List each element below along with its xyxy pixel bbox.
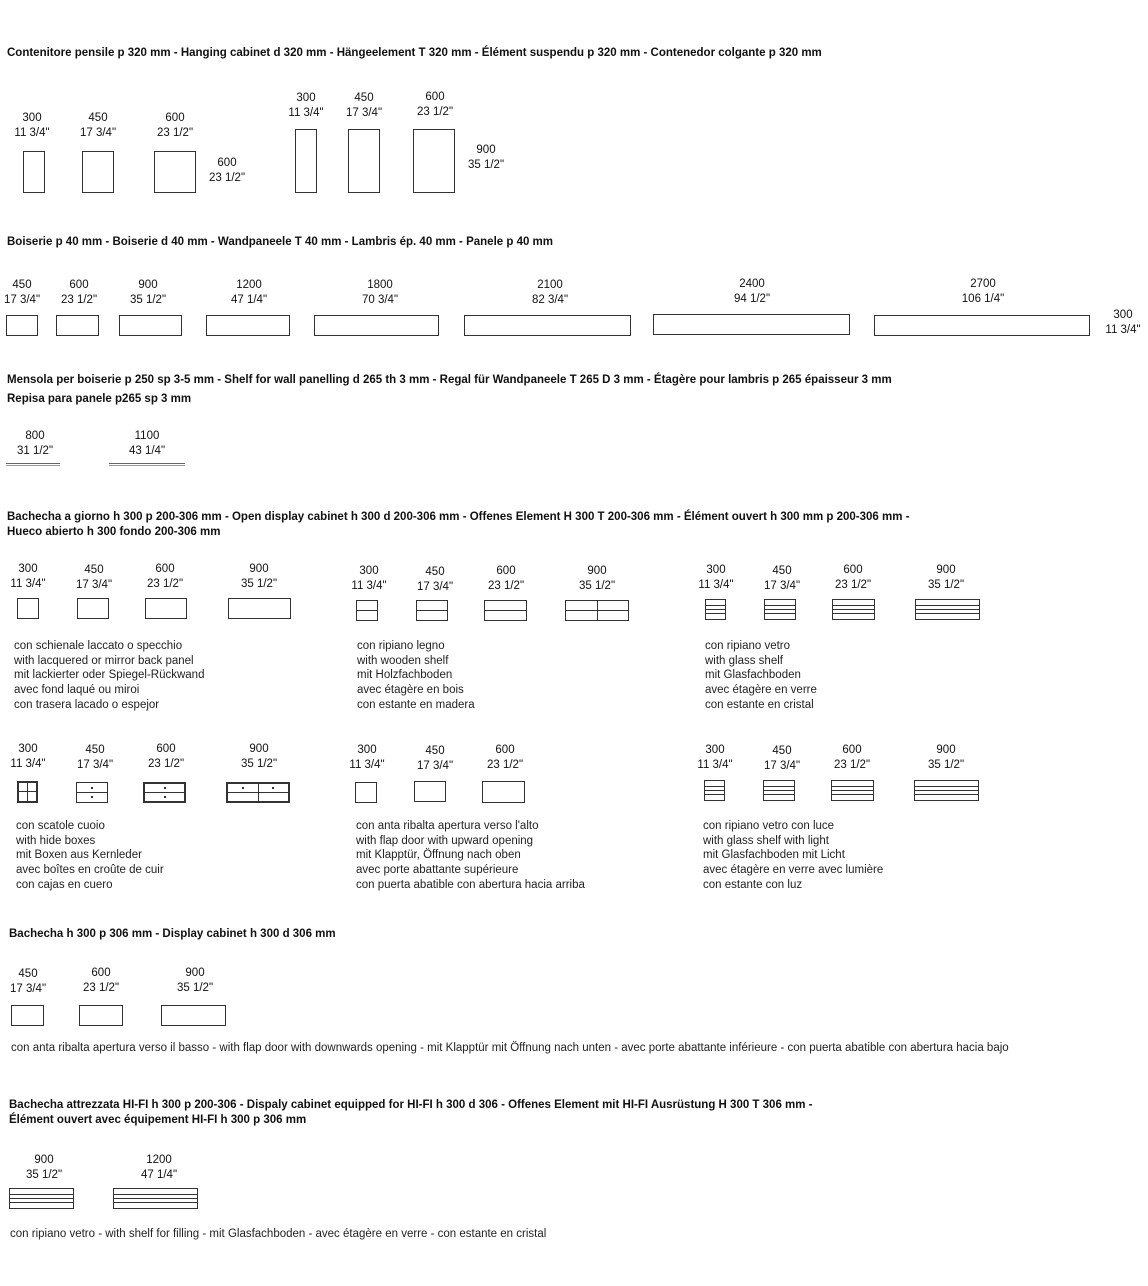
dim-label: 450 17 3/4" [416,745,454,772]
cabinet-drawing [143,782,186,803]
cabinet-drawing [9,1188,74,1209]
cabinet-drawing [414,781,446,802]
cabinet-drawing [832,599,875,620]
cabinet-drawing [17,598,39,619]
cabinet-drawing [145,598,187,619]
dim-label: 300 11 3/4" [697,744,733,771]
cabinet-drawing [482,781,525,803]
cabinet-drawing [82,151,114,193]
cabinet-drawing [295,129,317,193]
description-hifi-cabinet: con ripiano vetro - with shelf for filling - mit Glasfachboden - avec étagère en verre - con estante en cristal [10,1228,547,1240]
dim-label: 450 17 3/4" [79,112,117,139]
dim-label: 600 23 1/2" [82,967,120,994]
dim-label: 2400 94 1/2" [733,278,771,305]
dim-label: 450 17 3/4" [416,566,454,593]
dim-label: 600 23 1/2" [147,743,185,770]
heading-open-cabinet-es: Hueco abierto h 300 fondo 200-306 mm [7,526,221,538]
dim-label: 450 17 3/4" [763,745,801,772]
dim-label: 300 11 3/4" [351,565,387,592]
panel-drawing [6,315,38,336]
cabinet-drawing [226,782,290,803]
cabinet-drawing [23,151,45,193]
dim-label: 450 17 3/4" [345,92,383,119]
cabinet-drawing [413,129,455,193]
cabinet-drawing [161,1005,226,1026]
heading-shelf: Mensola per boiserie p 250 sp 3-5 mm - Shelf for wall panelling d 265 th 3 mm - Regal für Wandpaneele T 265 D 3 mm - Étagère pour lambris p 265 épaisseur 3 mm [7,374,892,386]
dim-label: 600 23 1/2" [146,563,184,590]
dim-label: 900 35 1/2" [240,743,278,770]
cabinet-drawing [914,780,979,801]
dim-label: 900 35 1/2" [927,564,965,591]
dim-label: 900 35 1/2" [578,565,616,592]
cabinet-drawing [11,1005,44,1026]
shelf-drawing [6,463,60,466]
dim-label: 300 11 3/4" [14,112,50,139]
dim-label: 600 23 1/2" [416,91,454,118]
cabinet-drawing [79,1005,123,1026]
dim-label: 800 31 1/2" [16,430,54,457]
dim-label: 600 23 1/2" [833,744,871,771]
description-hide-boxes: con scatole cuoio with hide boxes mit Boxen aus Kernleder avec boîtes en croûte de cuir con cajas en cuero [16,820,164,891]
shelf-drawing [109,463,185,466]
dim-label: 300 11 3/4" [288,92,324,119]
dim-label: 300 11 3/4" [10,743,46,770]
dim-label: 1200 47 1/4" [230,279,268,306]
dim-label: 450 17 3/4" [76,744,114,771]
cabinet-drawing [113,1188,198,1209]
description-glass-light: con ripiano vetro con luce with glass shelf with light mit Glasfachboden mit Licht avec étagère en verre avec lumière con estante con luz [703,820,884,891]
dim-label: 1200 47 1/4" [140,1154,178,1181]
dim-label: 300 11 3/4" [349,744,385,771]
cabinet-drawing [356,600,378,621]
description-wooden-shelf: con ripiano legno with wooden shelf mit Holzfachboden avec étagère en bois con estante en madera [357,640,475,711]
cabinet-drawing [348,129,380,193]
heading-hanging-cabinet: Contenitore pensile p 320 mm - Hanging cabinet d 320 mm - Hängeelement T 320 mm - Élément suspendu p 320 mm - Contenedor colgante p 320 mm [7,47,822,59]
heading-hifi-cabinet: Bachecha attrezzata HI-FI h 300 p 200-306 - Dispaly cabinet equipped for HI-FI h 300 d 306 - Offenes Element mit HI-FI Ausrüstung H 300 T 306 mm - [9,1099,813,1111]
description-flap-up: con anta ribalta apertura verso l'alto with flap door with upward opening mit Klapptür, Öffnung nach oben avec porte abattante supérieure con puerta abatible con abertura hacia arriba [356,820,585,891]
dim-label: 450 17 3/4" [9,968,47,995]
panel-drawing [206,315,290,336]
dim-label: 300 11 3/4" [698,564,734,591]
heading-shelf-es: Repisa para panele p265 sp 3 mm [7,393,192,405]
dim-label: 1100 43 1/4" [128,430,166,457]
cabinet-drawing [77,598,109,619]
dim-label: 450 17 3/4" [763,565,801,592]
cabinet-drawing [416,600,448,621]
dim-label: 900 35 1/2" [129,279,167,306]
cabinet-drawing [764,599,796,620]
dim-label: 600 23 1/2" [156,112,194,139]
cabinet-drawing [705,599,726,620]
panel-drawing [653,314,850,335]
dim-label: 600 23 1/2" [486,744,524,771]
dim-label: 900 35 1/2" [176,967,214,994]
panel-drawing [56,315,99,336]
cabinet-drawing [915,599,980,620]
dim-label: 600 23 1/2" [834,564,872,591]
panel-drawing [119,315,182,336]
cabinet-drawing [154,151,196,193]
description-glass-shelf: con ripiano vetro with glass shelf mit Glasfachboden avec étagère en verre con estante en cristal [705,640,817,711]
cabinet-drawing [355,782,377,803]
dim-label: 2100 82 3/4" [531,279,569,306]
cabinet-drawing [831,780,874,801]
cabinet-drawing [484,600,527,621]
dim-label: 450 17 3/4" [75,564,113,591]
dim-label: 900 35 1/2" [467,144,505,171]
heading-boiserie: Boiserie p 40 mm - Boiserie d 40 mm - Wandpaneele T 40 mm - Lambris ép. 40 mm - Panele p 40 mm [7,236,554,248]
dim-label: 600 23 1/2" [208,157,246,184]
cabinet-drawing [565,600,629,621]
dim-label: 600 23 1/2" [60,279,98,306]
panel-drawing [464,315,631,336]
dim-label: 900 35 1/2" [25,1154,63,1181]
description-back-panel: con schienale laccato o specchio with lacquered or mirror back panel mit lackierter oder Spiegel-Rückwand avec fond laqué ou miroi con trasera lacado o espejor [14,640,205,711]
dim-label: 300 11 3/4" [1105,309,1141,336]
panel-drawing [314,315,439,336]
cabinet-drawing [228,598,291,619]
description-display-cabinet: con anta ribalta apertura verso il basso - with flap door with downwards opening - mit Klapptür mit Öffnung nach unten - avec porte abattante inférieure - con puerta abatible con abertura hacia bajo [11,1042,1009,1054]
dim-label: 900 35 1/2" [240,563,278,590]
heading-open-cabinet: Bachecha a giorno h 300 p 200-306 mm - Open display cabinet h 300 d 200-306 mm - Offenes Element H 300 T 200-306 mm - Élément ouvert h 300 mm p 200-306 mm - [7,511,910,523]
dim-label: 600 23 1/2" [487,565,525,592]
dim-label: 1800 70 3/4" [361,279,399,306]
panel-drawing [874,315,1090,336]
cabinet-drawing [763,780,795,801]
heading-display-cabinet: Bachecha h 300 p 306 mm - Display cabinet h 300 d 306 mm [9,928,336,940]
dim-label: 300 11 3/4" [10,563,46,590]
cabinet-drawing [17,781,38,803]
dim-label: 450 17 3/4" [3,279,41,306]
dim-label: 2700 106 1/4" [961,278,1005,305]
dim-label: 900 35 1/2" [927,744,965,771]
cabinet-drawing [76,782,108,803]
cabinet-drawing [704,780,725,801]
heading-hifi-cabinet-fr: Élément ouvert avec équipement HI-FI h 300 p 306 mm [9,1114,307,1126]
